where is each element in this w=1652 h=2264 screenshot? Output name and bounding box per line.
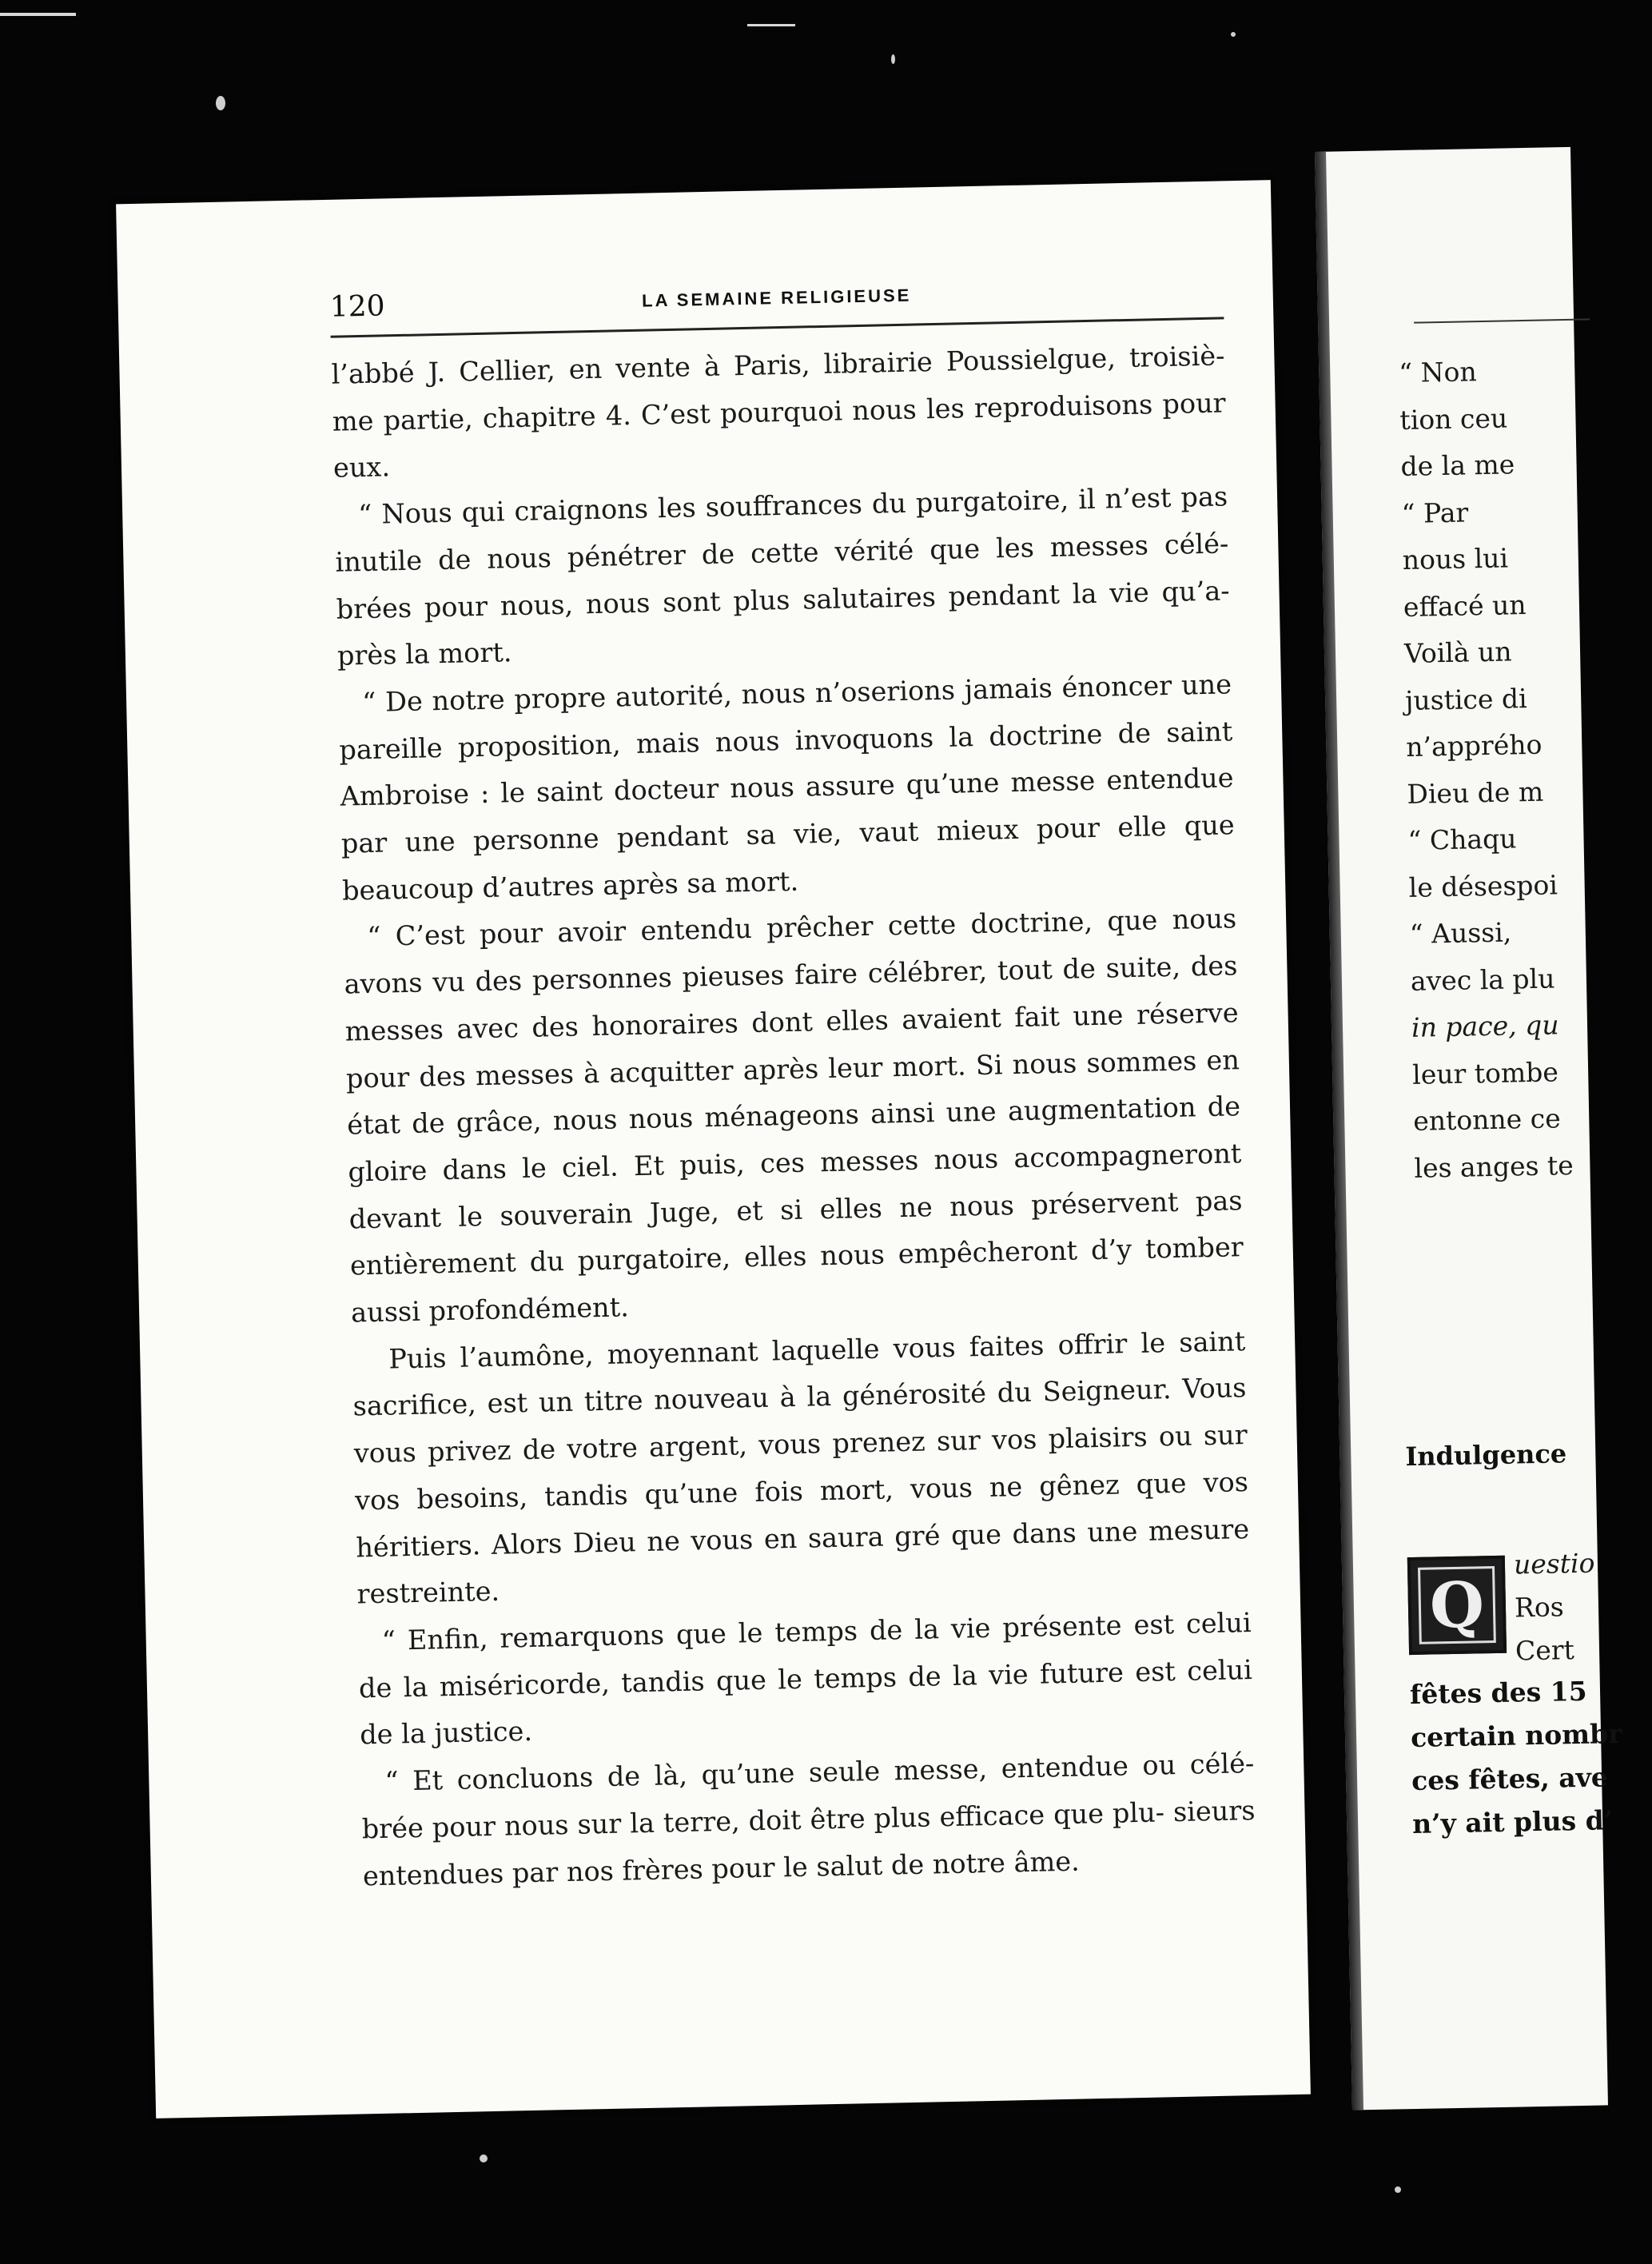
scan-speck — [216, 96, 225, 110]
page-number: 120 — [329, 289, 385, 324]
right-line: n’apprého — [1405, 728, 1543, 763]
right-line: Voilà un — [1403, 636, 1512, 669]
right-line: effacé un — [1403, 588, 1527, 623]
right-line: leur tombe — [1411, 1055, 1559, 1090]
paragraph-6: “ Enfin, remarquons que le temps de la vie présente est celui de la miséricorde, tandis que le temps de la vie future est celui de la justice. — [358, 1607, 1253, 1751]
scan-artifact-top — [747, 24, 795, 26]
right-line: “ Non — [1398, 356, 1478, 389]
right-line: entonne ce — [1412, 1102, 1562, 1137]
left-page — [116, 180, 1311, 2119]
right-lower-line: Ros — [1514, 1591, 1565, 1624]
right-line: “ Par — [1401, 496, 1469, 529]
scan-speck — [891, 54, 895, 64]
paragraph-4: “ C’est pour avoir entendu prêcher cette doctrine, que nous avons vu des personnes pieuses faire célébrer, tout de suite, des messes avec des honoraires dont elles avaient fait une réserve pour des messes à acquitter après leur mort. Si nous sommes en état de grâce, nous nous ménageons ainsi une augmentation de gloire dans le ciel. Et puis, ces messes nous accompagneront devant le souverain Juge, et si elles ne nous préservent pas entièrement du purgatoire, elles nous empêcheront d’y tomber aussi profondément. — [344, 903, 1244, 1329]
right-line: in pace, qu — [1411, 1009, 1559, 1043]
right-line: Dieu de m — [1407, 775, 1544, 810]
body-text — [331, 333, 1256, 1899]
right-bold-line: n’y ait plus d’ — [1411, 1804, 1614, 1840]
right-line: nous lui — [1402, 542, 1509, 576]
right-lower-line: uestio — [1513, 1547, 1595, 1580]
right-bold-line: certain nombr — [1410, 1717, 1622, 1754]
right-line: de la me — [1400, 448, 1515, 483]
ornamental-dropcap — [1407, 1556, 1507, 1655]
paragraph-5: Puis l’aumône, moyennant laquelle vous faites offrir le saint sacrifice, est un titre nouveau à la générosité du Seigneur. Vous vous privez de votre argent, vous prenez sur vos plaisirs ou sur vos besoins, tandis qu’une fois mort, vous ne gênez que vos héritiers. Alors Dieu ne vous en saura gré que dans une mesure restreinte. — [352, 1325, 1250, 1610]
scan-artifact-top-left — [0, 13, 76, 16]
right-line: “ Aussi, — [1409, 916, 1512, 950]
right-line: avec la plu — [1410, 962, 1555, 997]
scan-speck — [1231, 32, 1236, 37]
right-lower-bold-text — [1410, 1669, 1645, 1847]
scan-speck — [480, 2154, 488, 2162]
paragraph-2: “ Nous qui craignons les souffrances du purgatoire, il n’est pas inutile de nous pénétrer de cette vérité que les messes célé- brées pour nous, nous sont plus salutaires pendant la vie qu’a- près la mort. — [335, 480, 1230, 672]
right-bold-line: ces fêtes, ave — [1411, 1761, 1609, 1797]
paragraph-3: “ De notre propre autorité, nous n’oserions jamais énoncer une pareille proposition, mais nous invoquons la doctrine de saint Ambroise : le saint docteur nous assure qu’une messe entendue par une personne pendant sa vie, vaut mieux pour elle que beaucoup d’autres après sa mort. — [339, 668, 1236, 907]
dropcap-letter: Q — [1418, 1566, 1496, 1644]
header-rule — [1414, 318, 1590, 323]
right-line: “ Chaqu — [1407, 823, 1517, 856]
right-line: les anges te — [1414, 1149, 1574, 1184]
paragraph-1: l’abbé J. Cellier, en vente à Paris, librairie Poussielgue, troisiè- me partie, chapitre 4. C’est pourquoi nous les reproduisons pour eux. — [331, 340, 1226, 484]
right-line: justice di — [1404, 682, 1527, 716]
section-heading: Indulgence — [1404, 1438, 1567, 1473]
running-head: LA SEMAINE RELIGIEUSE — [641, 285, 912, 311]
right-page — [1315, 147, 1622, 2111]
scan-speck — [1395, 2186, 1401, 2193]
page-header — [329, 269, 1224, 337]
right-page-text — [1399, 346, 1622, 1192]
right-lower-line: Cert — [1515, 1634, 1575, 1667]
right-bold-line: fêtes des 15 — [1409, 1675, 1587, 1711]
right-line: le désespoi — [1408, 868, 1558, 903]
paragraph-7: “ Et concluons de là, qu’une seule messe, entendue ou célé- brée pour nous sur la terre, doit être plus efficace que plu- sieurs entendues par nos frères pour le salut de notre âme. — [361, 1748, 1256, 1891]
right-line: tion ceu — [1399, 401, 1508, 436]
right-lower-text — [1513, 1541, 1643, 1672]
page-gutter — [1315, 152, 1363, 2111]
